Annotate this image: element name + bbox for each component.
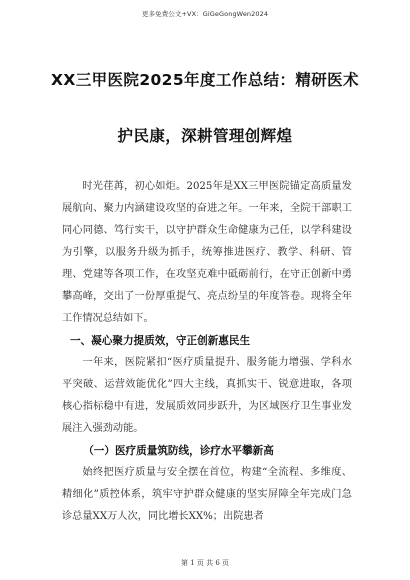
- section-heading-1: 一、凝心聚力提质效，守正创新惠民生: [70, 335, 251, 347]
- subsection-heading-1: （一）医疗质量筑防线，诊疗水平攀新高: [83, 445, 274, 457]
- subsection-1-paragraph: 始终把医疗质量与安全摆在首位，构建“全流程、多维度、精细化”质控体系，筑牢守护群众健康的坚实屏障全年完成门急诊总量XX万人次，同比增长XX%；出院患者: [62, 467, 352, 522]
- document-body: [62, 176, 352, 528]
- header-note: 更多免费公文+VX：GiGeGongWen2024: [141, 10, 269, 18]
- intro-paragraph: 时光荏苒，初心如炬。2025年是XX三甲医院锚定高质量发展航向、聚力内涵建设攻坚的奋进之年。一年来，全院干部职工同心同德、笃行实干，以守护群众生命健康为己任，以学科建设为引擎，以服务升级为抓手，统筹推进医疗、教学、科研、管理、党建等各项工作，在攻坚克难中砥砺前行，在守正创新中勇攀高峰，交出了一份厚重提气、亮点纷呈的年度答卷。现将全年工作情况总结如下。: [62, 181, 352, 324]
- document-title-line-2: 护民康，深耕管理创辉煌: [117, 127, 293, 145]
- page-number-footer: 第 1 页 共 6 页: [180, 559, 230, 567]
- document-title-line-1: XX三甲医院2025年度工作总结：精研医术: [51, 71, 359, 89]
- section-1-paragraph: 一年来，医院紧扣“医疗质量提升、服务能力增强、学科水平突破、运营效能优化”四大主线，真抓实干、锐意进取，各项核心指标稳中有进，发展质效同步跃升，为区域医疗卫生事业发展注入强劲动能。: [62, 357, 352, 434]
